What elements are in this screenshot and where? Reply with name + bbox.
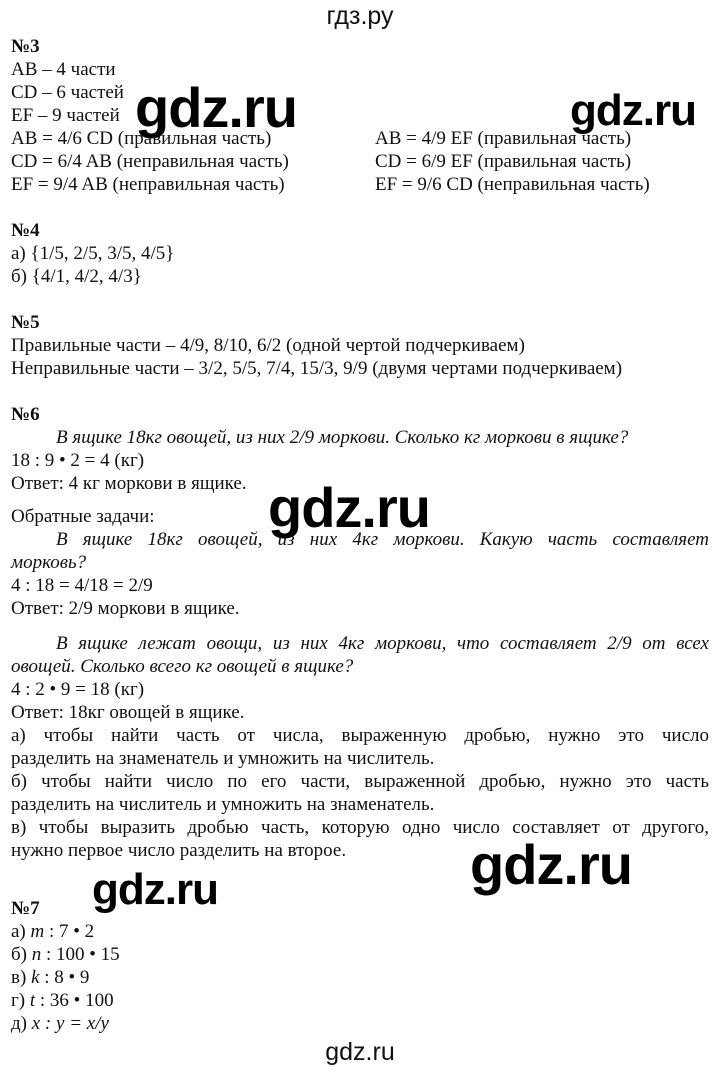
task-7-title: №7 [11, 898, 40, 919]
segment-cd-line: CD – 6 частей [11, 82, 124, 103]
inverse-1-problem-line2: морковь? [11, 552, 87, 573]
expression: : 100 • 15 [41, 944, 120, 965]
inverse-2-problem-line1: В ящике лежат овощи, из них 4кг моркови, что составляет 2/9 от всех [56, 633, 709, 654]
task-7-item-d [11, 989, 114, 1012]
variable: n [31, 944, 42, 965]
expression: : 7 • 2 [44, 921, 95, 942]
task-4-item-a: а) {1/5, 2/5, 3/5, 4/5} [11, 243, 175, 264]
expression: : 36 • 100 [35, 990, 114, 1011]
task-6-problem: В ящике 18кг овощей, из них 2/9 моркови. Сколько кг моркови в ящике? [56, 427, 629, 448]
inverse-problems-title: Обратные задачи: [11, 506, 155, 527]
item-label: б) [11, 944, 32, 965]
inverse-1-answer: Ответ: 2/9 моркови в ящике. [11, 598, 240, 619]
rule-c-line1: в) чтобы выразить дробью часть, которую одно число составляет от другого, [11, 817, 709, 838]
rule-a-line1: а) чтобы найти часть от числа, выраженную дробью, нужно это число [11, 725, 709, 746]
expression: : 8 • 9 [39, 967, 90, 988]
task-7-item-a [11, 920, 94, 943]
inverse-2-problem-line2: овощей. Сколько всего кг овощей в ящике? [11, 656, 354, 677]
inverse-1-solution: 4 : 18 = 4/18 = 2/9 [11, 575, 153, 596]
task-4-item-b: б) {4/1, 4/2, 4/3} [11, 266, 142, 287]
relation-left-1: AB = 4/6 CD (правильная часть) [11, 128, 272, 149]
task-7-item-b [11, 943, 120, 966]
site-header-title: гдз.ру [326, 2, 394, 30]
proper-fractions-line: Правильные части – 4/9, 8/10, 6/2 (одной чертой подчеркиваем) [11, 335, 525, 356]
variable: x : y = x/y [31, 1013, 109, 1034]
watermark-logo: gdz.ru [92, 865, 218, 914]
inverse-2-answer: Ответ: 18кг овощей в ящике. [11, 702, 245, 723]
inverse-2-solution: 4 : 2 • 9 = 18 (кг) [11, 679, 145, 700]
watermark-logo: gdz.ru [135, 76, 297, 139]
task-6-title: №6 [11, 404, 40, 425]
relation-left-3: EF = 9/4 AB (неправильная часть) [11, 174, 285, 195]
task-7-item-e [11, 1012, 109, 1035]
relation-left-2: CD = 6/4 AB (неправильная часть) [11, 151, 289, 172]
item-label: г) [11, 990, 30, 1011]
variable: m [30, 921, 45, 942]
item-label: в) [11, 967, 32, 988]
variable: k [31, 967, 40, 988]
watermark-logo: gdz.ru [470, 833, 632, 896]
item-label: д) [11, 1013, 32, 1034]
relation-right-1: AB = 4/9 EF (правильная часть) [375, 128, 632, 149]
variable: t [29, 990, 36, 1011]
task-4-title: №4 [11, 220, 40, 241]
segment-ef-line: EF – 9 частей [11, 105, 120, 126]
segment-ab-line: AB – 4 части [11, 59, 116, 80]
relation-right-3: EF = 9/6 CD (неправильная часть) [375, 174, 650, 195]
task-3-title: №3 [11, 36, 40, 57]
rule-b-line1: б) чтобы найти число по его части, выраженной дробью, нужно это часть [11, 771, 709, 792]
rule-c-line2: нужно первое число разделить на второе. [11, 840, 347, 861]
footer-watermark: gdz.ru [325, 1038, 395, 1066]
task-5-title: №5 [11, 312, 40, 333]
rule-a-line2: разделить на знаменатель и умножить на числитель. [11, 748, 435, 769]
rule-b-line2: разделить на числитель и умножить на знаменатель. [11, 794, 435, 815]
task-7-item-c [11, 966, 89, 989]
item-label: а) [11, 921, 31, 942]
task-6-solution: 18 : 9 • 2 = 4 (кг) [11, 450, 145, 471]
watermark-logo: gdz.ru [570, 86, 696, 135]
watermark-logo: gdz.ru [268, 476, 430, 539]
inverse-1-problem-line1: В ящике 18кг овощей, из них 4кг моркови. Какую часть составляет [56, 529, 709, 550]
task-6-answer: Ответ: 4 кг моркови в ящике. [11, 473, 247, 494]
relation-right-2: CD = 6/9 EF (правильная часть) [375, 151, 632, 172]
improper-fractions-line: Неправильные части – 3/2, 5/5, 7/4, 15/3, 9/9 (двумя чертами подчеркиваем) [11, 358, 623, 379]
